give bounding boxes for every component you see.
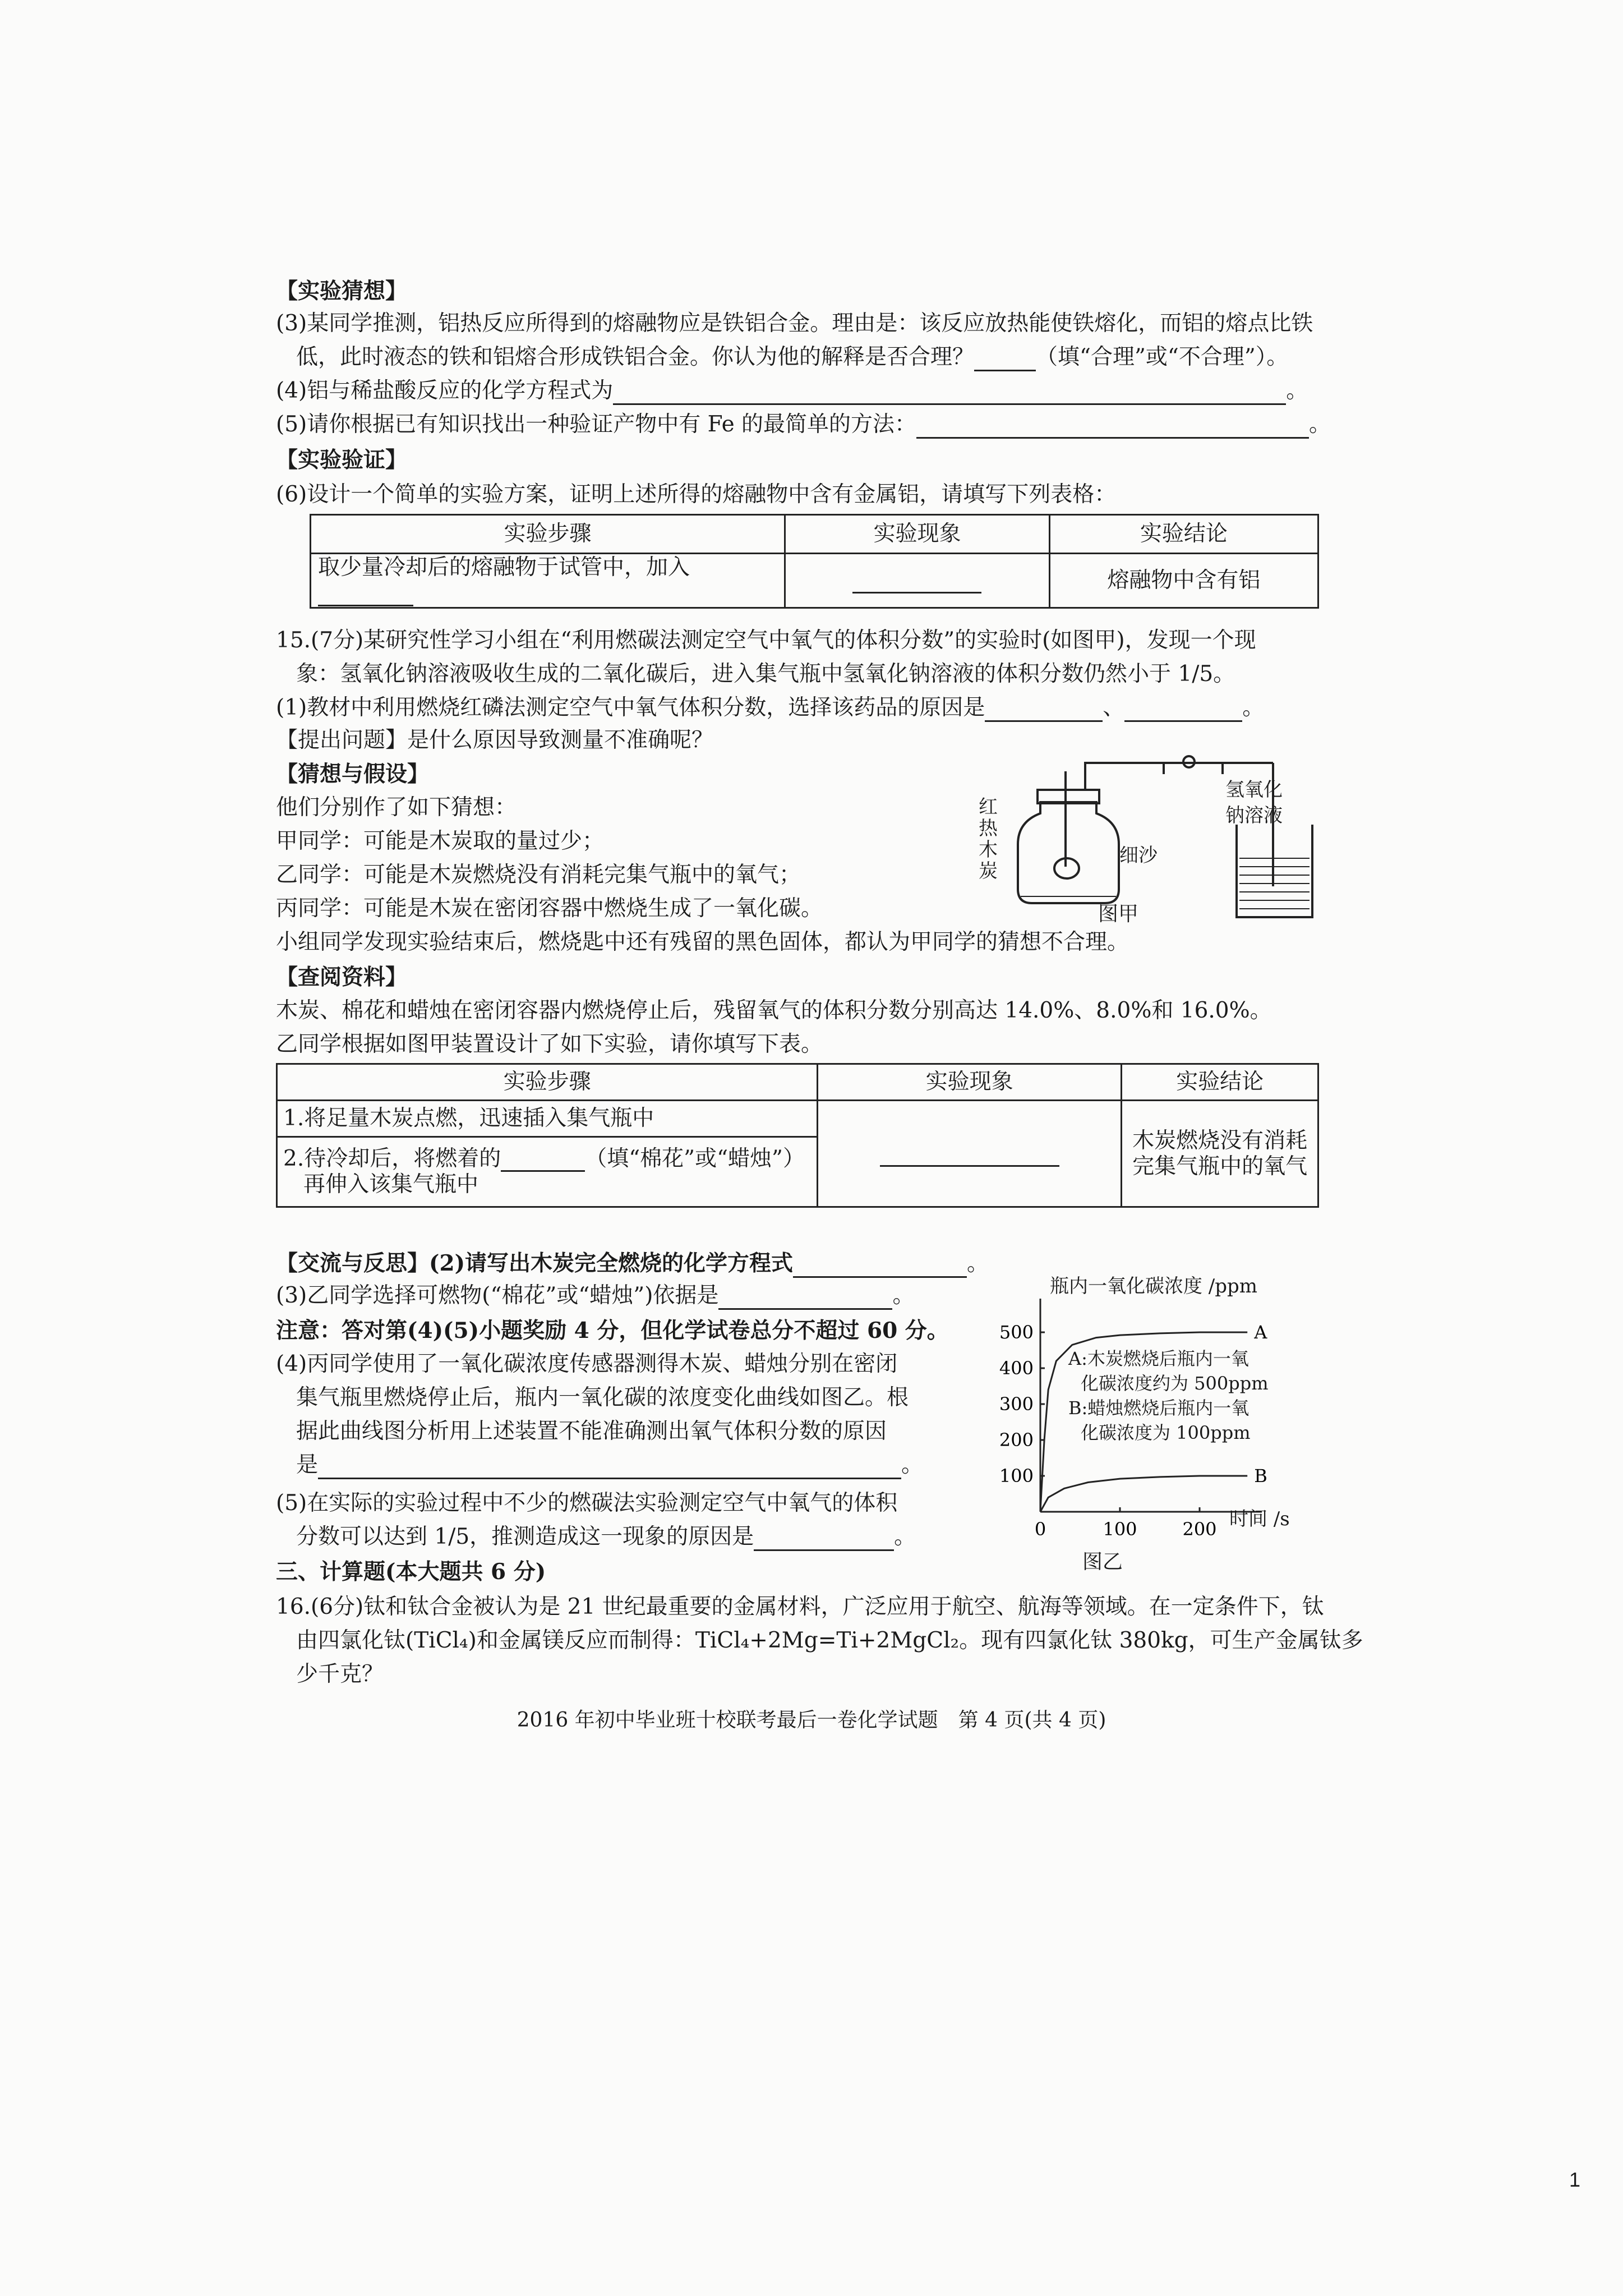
series-label-A: A (1254, 1322, 1267, 1343)
hyp-intro: 他们分别作了如下猜想： (276, 795, 517, 820)
q16-line3: 少千克？ (296, 1662, 384, 1687)
table-verify (310, 514, 1319, 609)
y-tick-label: 200 (999, 1429, 1034, 1451)
header-cell: 实验步骤 (311, 515, 785, 554)
header-cell: 实验现象 (818, 1064, 1122, 1101)
heading-verify: 【实验验证】 (276, 447, 408, 473)
table-header-row (311, 515, 1318, 554)
reason-blank-1[interactable] (985, 698, 1103, 722)
q5-line (276, 411, 1331, 439)
label-char: 木 (979, 839, 998, 861)
q3-line2 (296, 343, 1288, 371)
chart-xlabel: 时间 /s (1229, 1508, 1290, 1530)
page-number: 1 (1569, 2168, 1581, 2191)
y-tick-label: 100 (999, 1465, 1034, 1487)
reflect-2-text: 【交流与反思】(2)请写出木炭完全燃烧的化学方程式 (276, 1250, 794, 1276)
q3-answer-blank[interactable] (974, 347, 1036, 371)
annotation-line: 化碳浓度约为 500ppm (1081, 1373, 1269, 1394)
q15-line1: 15.(7分)某研究性学习小组在“利用燃碳法测定空气中氧气的体积分数”的实验时(如图甲)，发现一个现 (276, 628, 1256, 653)
heading-guess: 【实验猜想】 (276, 278, 408, 304)
q6-line: (6)设计一个简单的实验方案，证明上述所得的熔融物中含有金属铝，请填写下列表格： (276, 482, 1117, 507)
glass-tube (1085, 763, 1164, 790)
label-char: 热 (979, 817, 998, 840)
table-row (311, 554, 1318, 608)
conclusion-cell (1122, 1101, 1318, 1207)
ref-line2: 乙同学根据如图甲装置设计了如下实验，请你填写下表。 (276, 1032, 823, 1057)
q15-1-line (276, 694, 1264, 722)
label-charcoal (979, 797, 998, 882)
series-line-B (1040, 1476, 1247, 1512)
reason-blank[interactable] (318, 1455, 901, 1479)
step1-cell: 1.将足量木炭点燃，迅速插入集气瓶中 (277, 1101, 818, 1137)
beaker (1237, 825, 1312, 917)
step2-cell (277, 1137, 818, 1207)
period: 。 (892, 1283, 915, 1308)
period: 。 (1242, 695, 1265, 720)
q15-1-text: (1)教材中利用燃烧红磷法测定空气中氧气体积分数，选择该药品的原因是 (276, 695, 985, 720)
x-tick-label: 0 (1034, 1519, 1046, 1540)
hyp-bing: 丙同学：可能是木炭在密闭容器中燃烧生成了一氧化碳。 (276, 896, 823, 921)
label-char: 红 (979, 796, 998, 818)
q4b-line3: 据此曲线图分析用上述装置不能准确测出氧气体积分数的原因 (296, 1419, 887, 1444)
conclusion-cell: 熔融物中含有铝 (1049, 554, 1318, 608)
y-tick-label: 400 (999, 1358, 1034, 1379)
step-cell (311, 554, 785, 608)
annotation-line: B:蜡烛燃烧后瓶内一氧 (1068, 1397, 1249, 1419)
label-part: 钠溶液 (1225, 804, 1283, 827)
chart-ylabel: 瓶内一氧化碳浓度 /ppm (1050, 1275, 1258, 1297)
y-tick-label: 300 (999, 1393, 1034, 1415)
q5-text: (5)请你根据已有知识找出一种验证产物中有 Fe 的最简单的方法： (276, 412, 917, 437)
step2-hint: （填“棉花”或“蜡烛”） (585, 1146, 805, 1171)
section-3-title: 三、计算题(本大题共 6 分) (276, 1559, 546, 1585)
page-footer: 2016 年初中毕业班十校联考最后一卷化学试题 第 4 页(共 4 页) (517, 1709, 1106, 1732)
q4-answer-blank[interactable] (613, 381, 1286, 405)
basis-blank[interactable] (718, 1286, 892, 1310)
y-tick-label: 500 (999, 1322, 1034, 1343)
q4b-text: 是 (296, 1452, 319, 1478)
header-cell: 实验现象 (785, 515, 1050, 554)
q5b-text: 分数可以达到 1/5，推测造成这一现象的原因是 (296, 1524, 754, 1549)
q5b-line1: (5)在实际的实验过程中不少的燃碳法实验测定空气中氧气的体积 (276, 1490, 898, 1516)
q4-text: (4)铝与稀盐酸反应的化学方程式为 (276, 378, 614, 403)
phenomenon-blank[interactable] (852, 569, 981, 593)
q16-line2: 由四氯化钛(TiCl₄)和金属镁反应而制得：TiCl₄+2Mg=Ti+2MgCl₂。现有四氯化钛 380kg，可生产金属钛多 (296, 1628, 1363, 1653)
period: 。 (967, 1251, 989, 1276)
period: 。 (1286, 378, 1308, 403)
series-label-B: B (1254, 1465, 1267, 1487)
header-cell: 实验结论 (1122, 1064, 1318, 1101)
heading-reference: 【查阅资料】 (276, 964, 408, 990)
ask-line: 【提出问题】是什么原因导致测量不准确呢？ (276, 728, 714, 753)
q3-hint: （填“合理”或“不合理”）。 (1036, 344, 1289, 370)
phenomenon-cell (818, 1101, 1122, 1207)
annotation-line: 化碳浓度为 100ppm (1081, 1422, 1251, 1443)
step-text: 取少量冷却后的熔融物于试管中，加入 (318, 555, 690, 580)
bonus-note: 注意：答对第(4)(5)小题奖励 4 分，但化学试卷总分不超过 60 分。 (276, 1318, 949, 1343)
q5b-line2 (296, 1523, 916, 1551)
figure-caption-yi: 图乙 (1082, 1550, 1123, 1573)
label-naoh (1225, 777, 1283, 829)
cause-blank[interactable] (754, 1527, 894, 1551)
combustible-blank[interactable] (501, 1148, 585, 1172)
collection-jar (1018, 802, 1119, 903)
period: 。 (901, 1452, 924, 1478)
phenomenon-cell (785, 554, 1050, 608)
step2-cont: 再伸入该集气瓶中 (303, 1172, 479, 1197)
reflect-3-text: (3)乙同学选择可燃物(“棉花”或“蜡烛”)依据是 (276, 1283, 719, 1308)
heading-hypothesis: 【猜想与假设】 (276, 761, 430, 787)
conclusion-line: 木炭燃烧没有消耗 (1132, 1128, 1308, 1153)
conclusion-line: 完集气瓶中的氧气 (1132, 1153, 1308, 1179)
q4b-line2: 集气瓶里燃烧停止后，瓶内一氧化碳的浓度变化曲线如图乙。根 (296, 1385, 909, 1410)
ref-line1: 木炭、棉花和蜡烛在密闭容器内燃烧停止后，残留氧气的体积分数分别高达 14.0%、8.0%和 16.0%。 (276, 998, 1272, 1023)
figure-caption-jia: 图甲 (1098, 903, 1139, 926)
header-cell: 实验结论 (1049, 515, 1318, 554)
table-header-row (277, 1064, 1318, 1101)
hyp-jia: 甲同学：可能是木炭取的量过少； (276, 829, 605, 854)
phenomenon-blank[interactable] (880, 1143, 1059, 1167)
q4b-line1: (4)丙同学使用了一氧化碳浓度传感器测得木炭、蜡烛分别在密闭 (276, 1351, 898, 1377)
reflect-2-line (276, 1249, 989, 1278)
reflect-3-line (276, 1282, 914, 1310)
chart-annotation (1068, 1346, 1269, 1445)
label-part: 氢氧化 (1225, 779, 1283, 801)
q5-answer-blank[interactable] (916, 415, 1309, 439)
q4b-line4 (296, 1451, 923, 1479)
header-cell: 实验步骤 (277, 1064, 818, 1101)
reason-blank-2[interactable] (1124, 698, 1242, 722)
annotation-line: A:木炭燃烧后瓶内一氧 (1068, 1348, 1249, 1369)
label-char: 炭 (979, 860, 998, 882)
period: 。 (1309, 412, 1331, 437)
reagent-blank[interactable] (318, 582, 413, 606)
hyp-yi: 乙同学：可能是木炭燃烧没有消耗完集气瓶中的氧气； (276, 862, 801, 887)
step2-text: 2.待冷却后，将燃着的 (283, 1146, 501, 1171)
q4-line (276, 377, 1308, 405)
separator: 、 (1103, 695, 1125, 720)
x-tick-label: 200 (1182, 1519, 1217, 1540)
equation-blank[interactable] (793, 1254, 967, 1278)
table-experiment (276, 1063, 1319, 1208)
q3-text: 低，此时液态的铁和铝熔合形成铁铝合金。你认为他的解释是否合理？ (296, 344, 975, 370)
hyp-conclusion: 小组同学发现实验结束后，燃烧匙中还有残留的黑色固体，都认为甲同学的猜想不合理。 (276, 930, 1129, 955)
period: 。 (894, 1524, 916, 1549)
label-sand: 细沙 (1119, 844, 1158, 867)
table-row (277, 1101, 1318, 1137)
x-tick-label: 100 (1103, 1519, 1137, 1540)
q3-line1: (3)某同学推测，铝热反应所得到的熔融物应是铁铝合金。理由是：该反应放热能使铁熔化，而铝的熔点比铁 (276, 311, 1313, 336)
q15-line2: 象：氢氧化钠溶液吸收生成的二氧化碳后，进入集气瓶中氢氧化钠溶液的体积分数仍然小于 1/5。 (296, 661, 1235, 687)
q16-line1: 16.(6分)钛和钛合金被认为是 21 世纪最重要的金属材料，广泛应用于航空、航海等领域。在一定条件下，钛 (276, 1594, 1324, 1619)
